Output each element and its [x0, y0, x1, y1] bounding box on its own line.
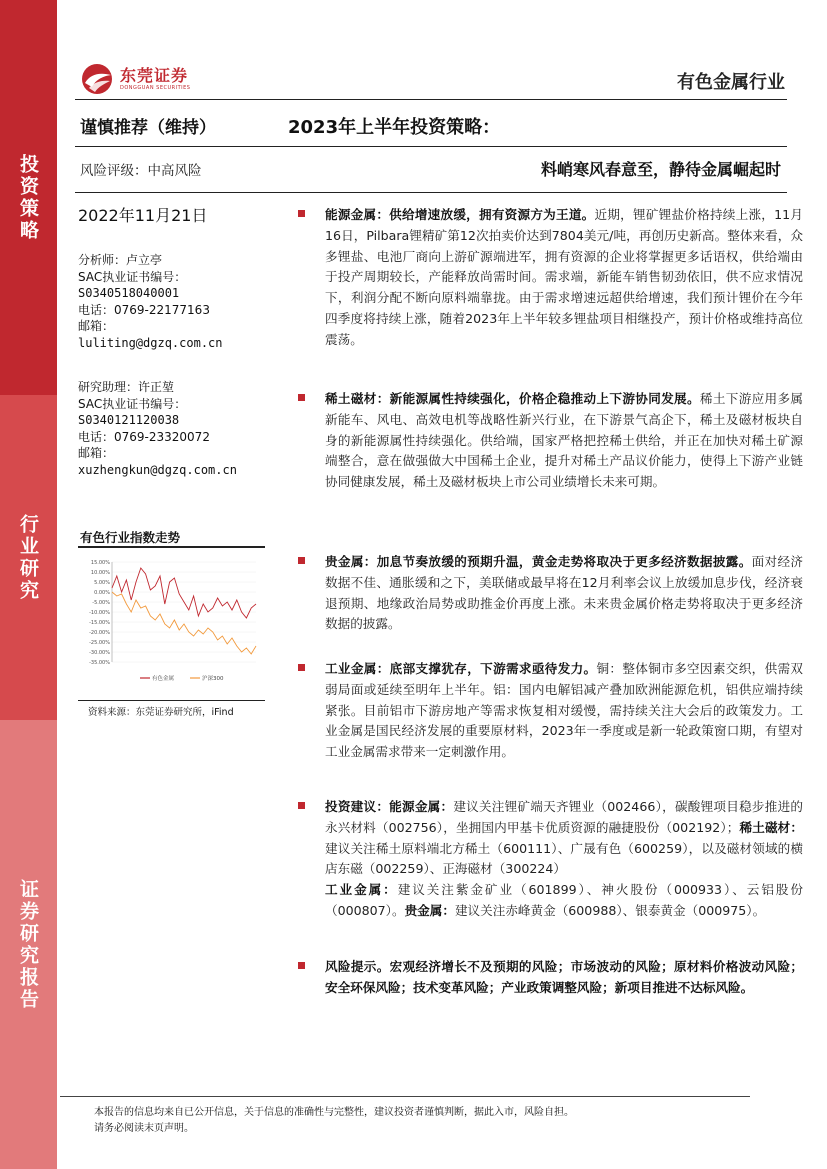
chart-bottom-rule — [78, 700, 265, 701]
advice-industrial-lead: 工业金属： — [325, 882, 398, 898]
chart-y-tick-label: 15.00% — [90, 559, 110, 566]
rating-label: 谨慎推荐（维持） — [80, 118, 216, 138]
chart-y-tick-label: -5.00% — [92, 599, 110, 606]
section-body: 铜：整体铜市多空因素交织，供需双弱局面或延续至明年上半年。铝：国内电解铝减产叠加欧洲能源危机，铝供应端持续紧张。目前铝市下游房地产等需求恢复相对缓慢，需持续关注大会后的政策发力。工业金属是国民经济发展的重要原材料，2023年一季度或是新一轮政策窗口期，有望对工业金属需求带来一定刺激作用。 — [325, 661, 804, 760]
analyst-name: 分析师：卢立亭 — [78, 253, 163, 267]
section-investment-advice — [298, 797, 803, 922]
bullet-square-icon — [298, 394, 305, 401]
section-text — [325, 957, 803, 999]
analyst-email[interactable]: luliting@dgzq.com.cn — [78, 335, 223, 350]
chart-title: 有色行业指数走势 — [80, 530, 181, 545]
analyst-sac-no: S0340518040001 — [78, 286, 180, 300]
section-text — [325, 389, 803, 493]
header-divider — [75, 99, 787, 100]
section-text — [325, 659, 803, 763]
section-text — [325, 552, 803, 635]
chart-y-tick-label: -30.00% — [89, 649, 110, 656]
report-subtitle: 料峭寒风春意至，静待金属崛起时 — [540, 160, 781, 179]
sidebar-band-report — [0, 720, 57, 1169]
chart-y-tick-label: -20.00% — [89, 629, 110, 636]
risk-rating: 风险评级：中高风险 — [80, 163, 202, 179]
advice-industrial-body: 建议关注紫金矿业（601899）、神火股份（000933）、云铝股份（000807）。 — [325, 882, 803, 918]
section-body: 稀土下游应用多属新能车、风电、高效电机等战略性新兴行业，在下游景气高企下，稀土及磁材板块自身的新能源属性持续强化。供给端，国家严格把控稀土供给，并正在加快对稀土矿源端整合，意在做强做大中国稀土企业，提升对稀土产品议价能力，使得上下游产业链协同健康发展，稀土及磁材板块上市公司业绩增长未来可期。 — [325, 391, 804, 490]
chart-source: 资料来源：东莞证券研究所，iFind — [88, 707, 234, 718]
sidebar-band-industry — [0, 395, 57, 720]
section-lead: 稀土磁材：新能源属性持续强化，价格企稳推动上下游协同发展。 — [325, 391, 700, 406]
section-risk-warning — [298, 957, 803, 999]
section-lead: 贵金属：加息节奏放缓的预期升温，黄金走势将取决于更多经济数据披露。 — [325, 554, 752, 569]
advice-precious-lead: 贵金属： — [404, 902, 455, 918]
assistant-email[interactable]: xuzhengkun@dgzq.com.cn — [78, 462, 237, 477]
section-lead: 工业金属：底部支撑犹存，下游需求亟待发力。 — [325, 661, 597, 676]
section-precious-metals — [298, 552, 803, 635]
advice-energy-lead: 能源金属： — [389, 799, 454, 814]
chart-y-tick-label: 10.00% — [90, 569, 110, 576]
assistant-email-label: 邮箱： — [78, 446, 115, 460]
chart-y-tick-label: -25.00% — [89, 639, 110, 646]
chart-y-tick-label: -35.00% — [89, 659, 110, 666]
analyst-contact — [78, 252, 223, 351]
analyst-sac-label: SAC执业证书编号： — [78, 269, 187, 284]
assistant-phone: 电话：0769-23320072 — [78, 429, 210, 444]
assistant-sac-label: SAC执业证书编号： — [78, 396, 187, 411]
report-date: 2022年11月21日 — [78, 206, 208, 225]
chart-y-tick-label: -15.00% — [89, 619, 110, 626]
chart-legend-label: 有色金属 — [152, 676, 175, 682]
chart-legend-label: 沪深300 — [202, 676, 224, 682]
section-lead: 投资建议： — [325, 799, 390, 814]
sidebar-label-industry: 行业研究 — [17, 513, 39, 602]
footer-divider — [60, 1096, 750, 1097]
assistant-name: 研究助理：许正堃 — [78, 380, 175, 394]
brand-emblem-icon — [80, 62, 116, 96]
bullet-square-icon — [298, 664, 305, 671]
title-divider — [75, 146, 787, 147]
section-body: 近期，锂矿锂盐价格持续上涨，11月16日，Pilbara锂精矿第12次拍卖价达到7804美元/吨，再创历史新高。整体来看，众多锂盐、电池厂商向上游矿源端进军，拥有资源的企业将掌握更多话语权，供给端由于投产周期较长，产能释放尚需时间。需求端，新能车销售韧劲依旧，供不应求情况下，利润分配不断向原料端靠拢。由于需求增速远超供给增速，我们预计锂价在今年四季度将持续上涨，随着2023年上半年较多锂盐项目相继投产，预计价格或维持高位震荡。 — [325, 207, 803, 347]
industry-index-chart — [84, 556, 262, 694]
section-body: 面对经济数据不佳、通胀缓和之下，美联储或最早将在12月利率会议上放缓加息步伐，经济衰退预期、地缘政治局势或助推金价再度上涨。未来贵金属价格走势将取决于更多经济数据的披露。 — [325, 554, 804, 632]
brand-logo — [80, 62, 190, 96]
sidebar-band-strategy — [0, 0, 57, 395]
bullet-square-icon — [298, 802, 305, 809]
section-text — [325, 797, 803, 922]
bullet-square-icon — [298, 557, 305, 564]
chart-top-rule — [78, 546, 265, 548]
section-energy-metals — [298, 205, 803, 351]
section-lead: 能源金属：供给增速放缓，拥有资源方为王道。 — [325, 207, 595, 222]
chart-y-tick-label: 5.00% — [94, 579, 110, 586]
advice-rare-earth-body: 建议关注稀土原料端北方稀土（600111）、广晟有色（600259），以及磁材领域的横店东磁（002259）、正海磁材（300224） — [325, 840, 803, 877]
bullet-square-icon — [298, 210, 305, 217]
analyst-phone: 电话：0769-22177163 — [78, 302, 210, 317]
industry-label: 有色金属行业 — [677, 72, 785, 93]
assistant-sac-no: S0340121120038 — [78, 413, 180, 427]
analyst-email-label: 邮箱： — [78, 319, 115, 333]
subtitle-divider — [75, 192, 787, 193]
chart-series-line-1 — [112, 568, 256, 618]
advice-rare-earth-lead: 稀土磁材： — [739, 819, 803, 835]
brand-name-en: DONGGUAN SECURITIES — [120, 84, 191, 91]
section-industrial-metals — [298, 659, 803, 763]
assistant-contact — [78, 379, 237, 478]
advice-precious-body: 建议关注赤峰黄金（600988）、银泰黄金（000975）。 — [454, 902, 766, 918]
bullet-square-icon — [298, 962, 305, 969]
advice-energy-body: 建议关注锂矿端天齐锂业（002466），碳酸锂项目稳步推进的永兴材料（002756），坐拥国内甲基卡优质资源的融捷股份（002192）； — [325, 799, 804, 835]
sidebar-label-strategy: 投资策略 — [17, 153, 39, 242]
brand-name-cn: 东莞证券 — [120, 65, 189, 85]
section-rare-earth — [298, 389, 803, 493]
footer-disclaimer — [94, 1105, 574, 1137]
disclaimer-line-2: 请务必阅读末页声明。 — [94, 1123, 194, 1134]
chart-y-tick-label: -10.00% — [89, 609, 110, 616]
chart-y-tick-label: 0.00% — [94, 589, 110, 596]
section-lead: 风险提示。宏观经济增长不及预期的风险；市场波动的风险；原材料价格波动风险；安全环保风险；技术变革风险；产业政策调整风险；新项目推进不达标风险。 — [325, 959, 803, 995]
report-title: 2023年上半年投资策略： — [288, 117, 501, 138]
sidebar-label-report: 证券研究报告 — [17, 878, 39, 1011]
section-text — [325, 205, 803, 351]
disclaimer-line-1: 本报告的信息均来自已公开信息，关于信息的准确性与完整性，建议投资者谨慎判断，据此入市，风险自担。 — [94, 1107, 574, 1118]
